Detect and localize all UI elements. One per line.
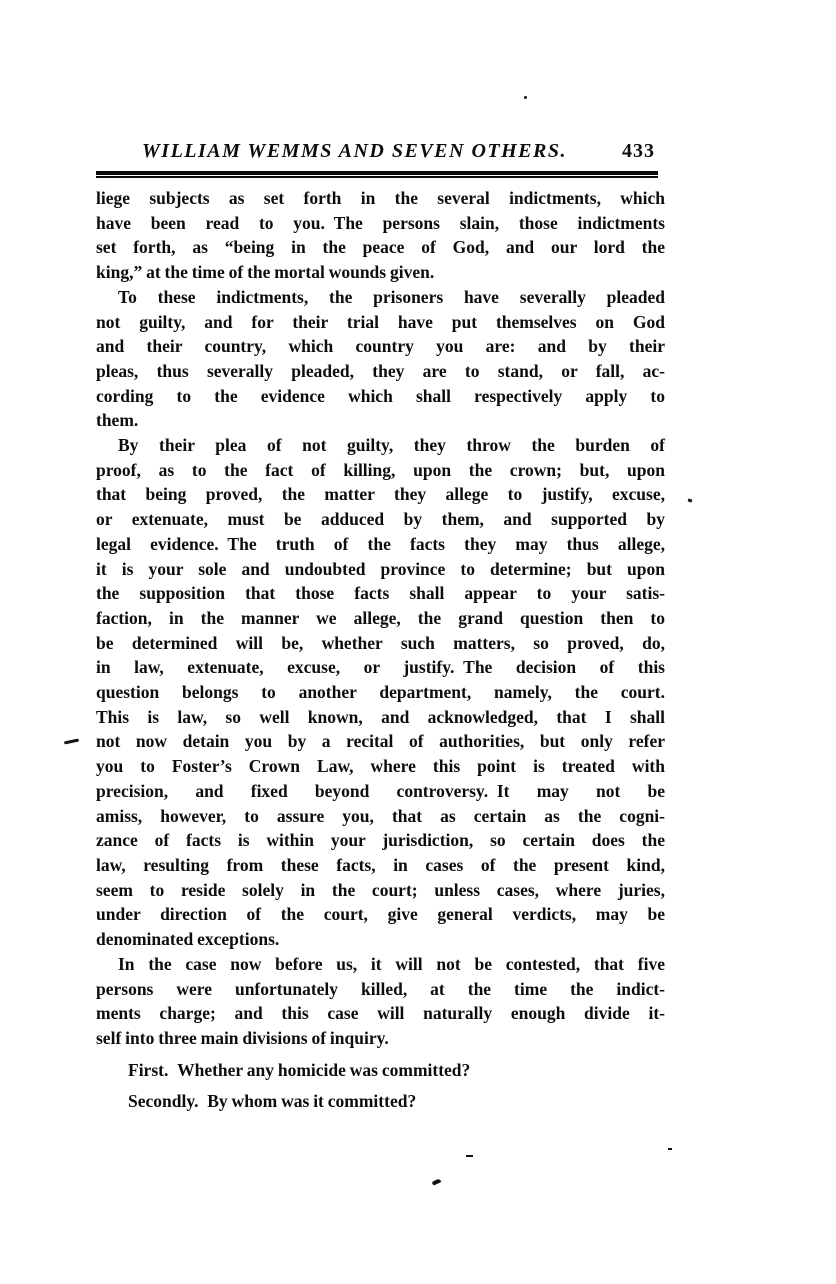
text-line: them. <box>96 410 139 431</box>
text-line: persons were unfortunately killed, at the time the indict- <box>96 978 665 999</box>
text-line: denominated exceptions. <box>96 929 280 950</box>
text-line: amiss, however, to assure you, that as certain as the cogni- <box>96 805 665 826</box>
text-line: the supposition that those facts shall appear to your satis- <box>96 583 665 604</box>
header-page-number: 433 <box>622 140 655 162</box>
text-line: not guilty, and for their trial have put themselves on God <box>96 311 665 332</box>
text-line: legal evidence. The truth of the facts they may thus allege, <box>96 533 665 554</box>
text-line: zance of facts is within your jurisdiction, so certain does the <box>96 830 665 851</box>
text-line: set forth, as “being in the peace of God, and our lord the <box>96 237 665 258</box>
header-title: WILLIAM WEMMS AND SEVEN OTHERS. <box>142 140 567 162</box>
text-line: By their plea of not guilty, they throw the burden of <box>118 435 665 456</box>
scan-speck <box>668 1148 672 1150</box>
text-line: pleas, thus severally pleaded, they are to stand, or fall, ac- <box>96 360 665 381</box>
paragraph <box>96 1058 665 1083</box>
text-line: To these indictments, the prisoners have severally pleaded <box>118 286 665 307</box>
paragraph <box>96 952 665 1051</box>
text-line: it is your sole and undoubted province to determine; but upon <box>96 558 665 579</box>
scan-speck <box>466 1155 473 1157</box>
paragraph <box>96 1089 665 1114</box>
paragraph <box>96 285 665 433</box>
scan-speck <box>432 1178 442 1185</box>
text-line: self into three main divisions of inquiry. <box>96 1027 389 1048</box>
text-line: In the case now before us, it will not be contested, that five <box>118 953 665 974</box>
text-line: or extenuate, must be adduced by them, and supported by <box>96 509 665 530</box>
text-line: not now detain you by a recital of authorities, but only refer <box>96 731 665 752</box>
running-header <box>96 140 665 178</box>
text-line: First. Whether any homicide was committed? <box>128 1059 471 1080</box>
text-line: be determined will be, whether such matters, so proved, do, <box>96 632 665 653</box>
text-line: and their country, which country you are: and by their <box>96 336 665 357</box>
text-line: under direction of the court, give general verdicts, may be <box>96 904 665 925</box>
margin-pen-dash <box>64 738 79 744</box>
text-line: liege subjects as set forth in the several indictments, which <box>96 188 665 208</box>
text-line: This is law, so well known, and acknowledged, that I shall <box>96 706 665 727</box>
text-line: in law, extenuate, excuse, or justify. The decision of this <box>96 657 665 678</box>
text-line: ments charge; and this case will naturally enough divide it- <box>96 1003 665 1024</box>
text-line: that being proved, the matter they allege to justify, excuse, <box>96 484 665 505</box>
paragraph <box>96 433 665 952</box>
scan-speck <box>524 96 527 99</box>
text-line: you to Foster’s Crown Law, where this point is treated with <box>96 756 665 777</box>
text-line: faction, in the manner we allege, the grand question then to <box>96 607 665 628</box>
header-rule <box>96 171 658 178</box>
text-line: have been read to you. The persons slain, those indictments <box>96 212 665 233</box>
text-line: proof, as to the fact of killing, upon the crown; but, upon <box>96 459 665 480</box>
text-line: precision, and fixed beyond controversy. It may not be <box>96 780 665 801</box>
paragraph <box>96 186 665 285</box>
text-line: king,” at the time of the mortal wounds given. <box>96 262 435 283</box>
page-body <box>96 186 665 1114</box>
text-line: question belongs to another department, namely, the court. <box>96 682 665 703</box>
text-line: Secondly. By whom was it committed? <box>128 1091 417 1112</box>
text-line: seem to reside solely in the court; unless cases, where juries, <box>96 879 665 900</box>
scan-speck <box>688 498 693 502</box>
text-line: cording to the evidence which shall respectively apply to <box>96 385 665 406</box>
text-line: law, resulting from these facts, in cases of the present kind, <box>96 854 665 875</box>
